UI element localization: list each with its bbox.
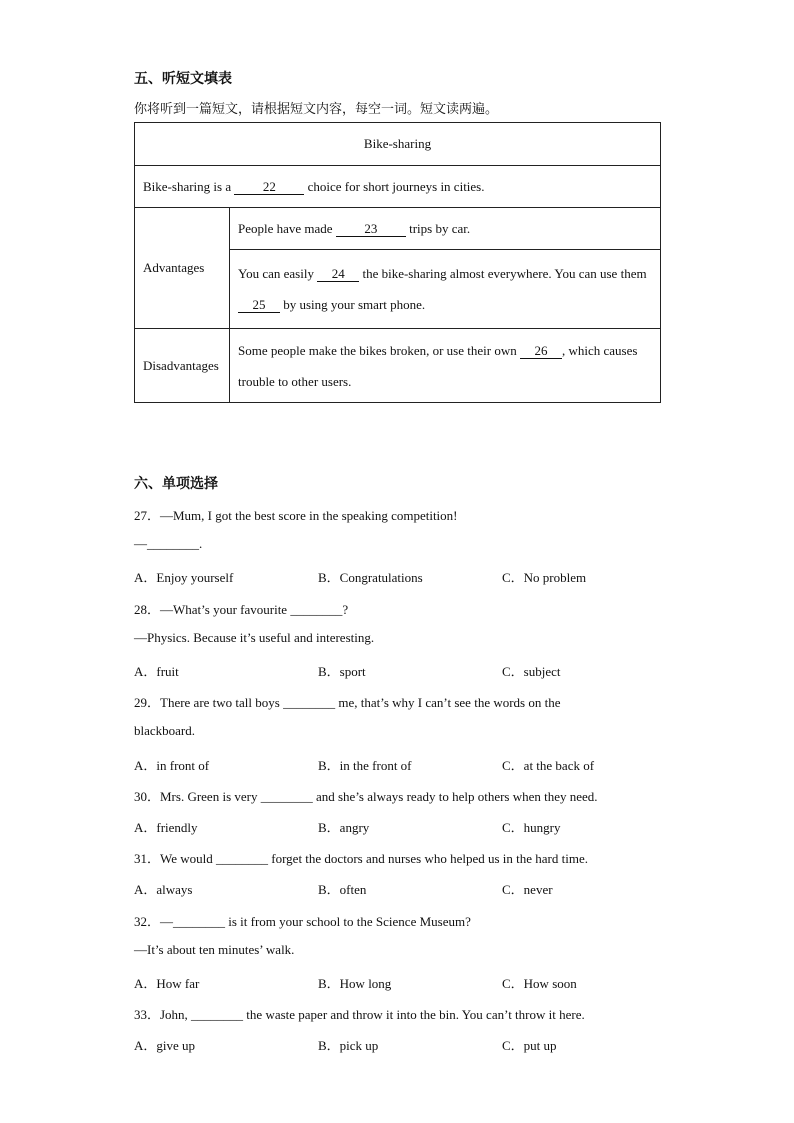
blank-23: 23: [336, 222, 406, 237]
question-27-option-b[interactable]: B．Congratulations: [318, 570, 423, 585]
question-33-option-a[interactable]: A．give up: [134, 1038, 196, 1053]
question-29-option-c[interactable]: C．at the back of: [502, 758, 595, 773]
question-32-line-2: —It’s about ten minutes’ walk.: [134, 942, 295, 957]
section-6-heading: 六、单项选择: [134, 476, 218, 492]
advantages-label: Advantages: [135, 208, 230, 329]
question-33-option-b[interactable]: B．pick up: [318, 1038, 379, 1053]
section-5-heading: 五、听短文填表: [134, 71, 232, 87]
question-27-line-2: —________.: [134, 536, 203, 551]
question-27-option-c[interactable]: C．No problem: [502, 570, 587, 585]
section-5-instruction: 你将听到一篇短文，请根据短文内容，每空一词。短文读两遍。: [134, 102, 499, 117]
blank-25: 25: [238, 298, 280, 313]
question-28-option-a[interactable]: A．fruit: [134, 664, 179, 679]
question-30-option-a[interactable]: A．friendly: [134, 820, 198, 835]
question-32-line-1: 32．—________ is it from your school to the Science Museum?: [134, 914, 471, 929]
blank-26: 26: [520, 344, 562, 359]
question-28-line-2: —Physics. Because it’s useful and interesting.: [134, 630, 375, 645]
question-32-option-c[interactable]: C．How soon: [502, 976, 577, 991]
disadvantages-label: Disadvantages: [135, 329, 230, 403]
question-32-option-b[interactable]: B．How long: [318, 976, 392, 991]
question-33-option-c[interactable]: C．put up: [502, 1038, 557, 1053]
question-27-line-1: 27．—Mum, I got the best score in the speaking competition!: [134, 508, 458, 523]
question-28-line-1: 28．—What’s your favourite ________?: [134, 602, 349, 617]
question-30-option-b[interactable]: B．angry: [318, 820, 370, 835]
question-28-option-c[interactable]: C．subject: [502, 664, 561, 679]
table-title: Bike-sharing: [135, 123, 661, 166]
question-29-line-2: blackboard.: [134, 723, 196, 738]
advantage-1: People have made 23 trips by car.: [230, 208, 661, 250]
bike-sharing-table: [134, 122, 661, 403]
question-30-option-c[interactable]: C．hungry: [502, 820, 561, 835]
question-29-line-1: 29．There are two tall boys ________ me, that’s why I can’t see the words on the: [134, 695, 561, 710]
question-29-option-a[interactable]: A．in front of: [134, 758, 210, 773]
disadvantage-1: Some people make the bikes broken, or use their own 26 , which causes trouble to other users.: [230, 329, 661, 403]
advantage-2: You can easily 24 the bike-sharing almost everywhere. You can use them 25 by using your smart phone.: [230, 250, 661, 329]
question-29-option-b[interactable]: B．in the front of: [318, 758, 412, 773]
question-31-option-a[interactable]: A．always: [134, 882, 193, 897]
question-31-option-b[interactable]: B．often: [318, 882, 367, 897]
question-31-option-c[interactable]: C．never: [502, 882, 553, 897]
table-row-choice: Bike-sharing is a 22 choice for short journeys in cities.: [135, 166, 661, 208]
question-32-option-a[interactable]: A．How far: [134, 976, 200, 991]
question-27-option-a[interactable]: A．Enjoy yourself: [134, 570, 234, 585]
blank-24: 24: [317, 267, 359, 282]
blank-22: 22: [234, 180, 304, 195]
question-30-line-1: 30．Mrs. Green is very ________ and she’s always ready to help others when they need.: [134, 789, 598, 804]
question-28-option-b[interactable]: B．sport: [318, 664, 366, 679]
question-33-line-1: 33．John, ________ the waste paper and throw it into the bin. You can’t throw it here.: [134, 1007, 585, 1022]
question-31-line-1: 31．We would ________ forget the doctors and nurses who helped us in the hard time.: [134, 851, 588, 866]
